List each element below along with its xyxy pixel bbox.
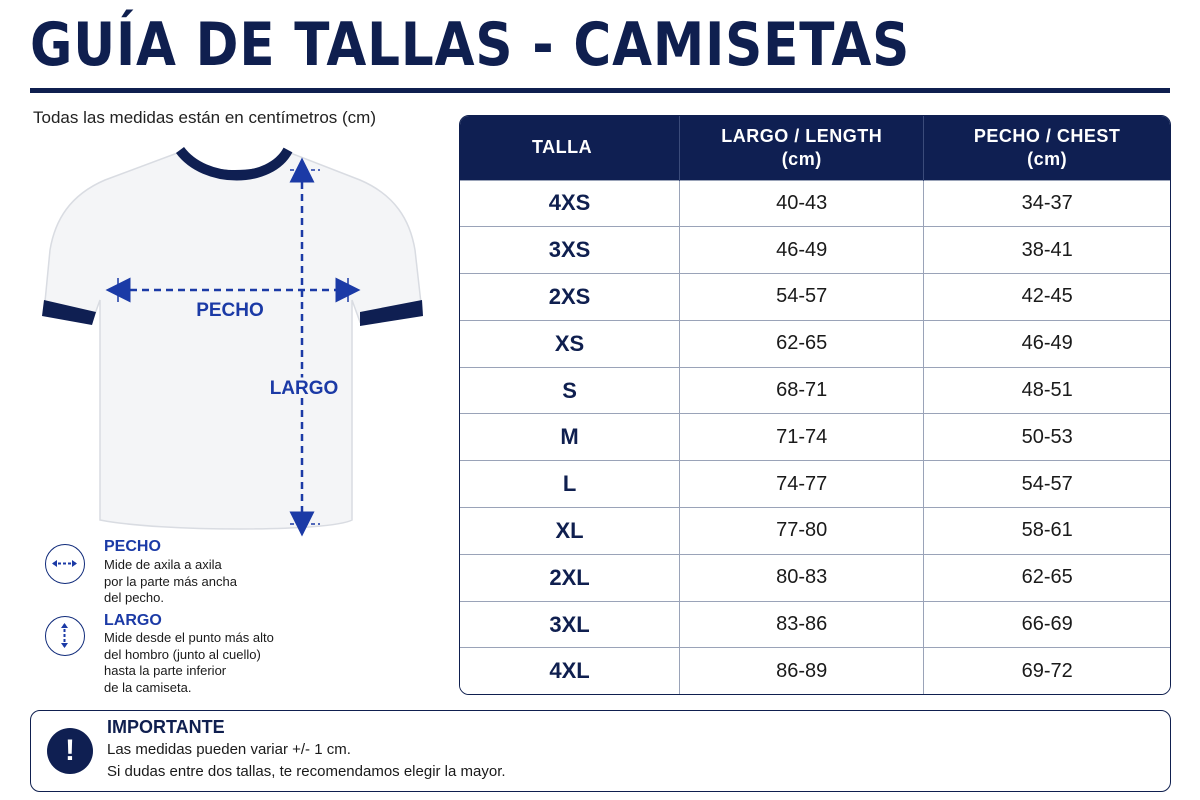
legend-pecho-title: PECHO — [104, 538, 161, 555]
important-line-1: Las medidas pueden variar +/- 1 cm. — [107, 741, 351, 758]
chest-cell: 38-41 — [924, 227, 1170, 274]
legend-largo-text: Mide desde el punto más alto del hombro (junto al cuello) hasta la parte inferior de la camiseta. — [104, 630, 274, 695]
tshirt-illustration — [30, 140, 440, 540]
largo-label: LARGO — [269, 378, 339, 399]
size-cell: 4XL — [460, 648, 680, 694]
tshirt-body — [44, 152, 422, 529]
table-row — [460, 648, 1170, 694]
horizontal-arrows-icon — [45, 544, 85, 584]
length-cell: 54-57 — [680, 274, 924, 321]
size-cell: XL — [460, 508, 680, 555]
size-table-container — [459, 115, 1171, 695]
length-cell: 40-43 — [680, 180, 924, 227]
size-cell: 4XS — [460, 180, 680, 227]
important-note — [30, 710, 1171, 792]
exclamation-icon: ! — [47, 728, 93, 774]
size-cell: 3XL — [460, 601, 680, 648]
length-cell: 62-65 — [680, 320, 924, 367]
table-row — [460, 320, 1170, 367]
size-cell: L — [460, 461, 680, 508]
important-line-2: Si dudas entre dos tallas, te recomendamos elegir la mayor. — [107, 763, 506, 780]
length-cell: 86-89 — [680, 648, 924, 694]
size-table-header — [460, 116, 1170, 180]
size-table — [460, 116, 1170, 694]
size-cell: 3XS — [460, 227, 680, 274]
table-row — [460, 180, 1170, 227]
chest-cell: 46-49 — [924, 320, 1170, 367]
title-divider — [30, 88, 1170, 93]
size-cell: 2XL — [460, 554, 680, 601]
table-row — [460, 461, 1170, 508]
chest-cell: 69-72 — [924, 648, 1170, 694]
chest-cell: 62-65 — [924, 554, 1170, 601]
page-title: GUÍA DE TALLAS - CAMISETAS — [30, 10, 911, 80]
length-cell: 71-74 — [680, 414, 924, 461]
length-cell: 83-86 — [680, 601, 924, 648]
length-cell: 68-71 — [680, 367, 924, 414]
tshirt-diagram — [30, 140, 440, 540]
table-row — [460, 554, 1170, 601]
table-row — [460, 508, 1170, 555]
units-note: Todas las medidas están en centímetros (cm) — [33, 108, 376, 127]
table-row — [460, 274, 1170, 321]
size-cell: S — [460, 367, 680, 414]
header-talla: TALLA — [532, 137, 593, 158]
length-cell: 74-77 — [680, 461, 924, 508]
important-title: IMPORTANTE — [107, 717, 225, 737]
length-cell: 77-80 — [680, 508, 924, 555]
legend-largo-title: LARGO — [104, 612, 162, 629]
legend-pecho-text: Mide de axila a axila por la parte más ancha del pecho. — [104, 557, 237, 605]
vertical-arrows-icon — [45, 616, 85, 656]
size-cell: XS — [460, 320, 680, 367]
chest-cell: 50-53 — [924, 414, 1170, 461]
pecho-label: PECHO — [196, 300, 264, 321]
chest-cell: 48-51 — [924, 367, 1170, 414]
table-row — [460, 227, 1170, 274]
length-cell: 80-83 — [680, 554, 924, 601]
table-row — [460, 601, 1170, 648]
table-row — [460, 414, 1170, 461]
chest-cell: 58-61 — [924, 508, 1170, 555]
size-cell: 2XS — [460, 274, 680, 321]
header-pecho: PECHO / CHEST (cm) — [924, 116, 1170, 180]
length-cell: 46-49 — [680, 227, 924, 274]
header-largo: LARGO / LENGTH (cm) — [680, 116, 924, 180]
chest-cell: 34-37 — [924, 180, 1170, 227]
size-cell: M — [460, 414, 680, 461]
chest-cell: 66-69 — [924, 601, 1170, 648]
table-row — [460, 367, 1170, 414]
chest-cell: 42-45 — [924, 274, 1170, 321]
chest-cell: 54-57 — [924, 461, 1170, 508]
